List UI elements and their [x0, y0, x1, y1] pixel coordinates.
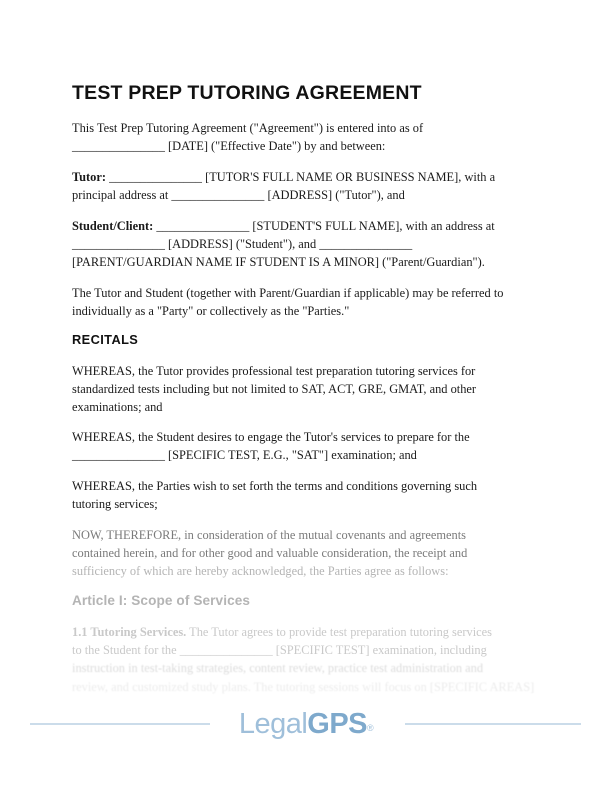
article-1-1-line-1: The Tutor agrees to provide test preparation tutoring services: [186, 625, 492, 639]
student-label: Student/Client:: [72, 219, 154, 233]
parties-line-2: individually as a "Party" or collectively as the "Parties.": [72, 304, 350, 319]
whereas3-line-1: WHEREAS, the Parties wish to set forth the terms and conditions governing such: [72, 479, 478, 493]
article-1-1-line-2: to the Student for the _______________ [SPECIFIC TEST] examination, including: [72, 643, 487, 658]
logo-text-light: Legal: [238, 708, 308, 740]
student-paragraph: [72, 217, 552, 272]
recitals-heading: RECITALS: [72, 332, 139, 347]
whereas3-line-2: tutoring services;: [72, 497, 158, 512]
legalgps-logo: [0, 706, 612, 742]
whereas-paragraph-2: [72, 428, 552, 464]
tutor-line-2: principal address at _______________ [ADDRESS] ("Tutor"), and: [72, 188, 405, 203]
now-therefore-line-1: NOW, THEREFORE, in consideration of the mutual covenants and agreements: [72, 528, 467, 542]
whereas1-line-3: examinations; and: [72, 400, 163, 415]
intro-line-2: _______________ [DATE] ("Effective Date") by and between:: [72, 139, 386, 154]
whereas2-line-2: _______________ [SPECIFIC TEST, E.G., "SAT"] examination; and: [72, 448, 417, 463]
tutor-paragraph: [72, 168, 552, 204]
registered-mark: ®: [367, 723, 374, 733]
tutor-line-1: _______________ [TUTOR'S FULL NAME OR BUSINESS NAME], with a: [105, 170, 496, 184]
student-line-3: [PARENT/GUARDIAN NAME IF STUDENT IS A MINOR] ("Parent/Guardian").: [72, 255, 485, 270]
whereas-paragraph-1: [72, 362, 552, 417]
article-1-heading: Article I: Scope of Services: [72, 593, 251, 608]
now-therefore-line-2: contained herein, and for other good and valuable consideration, the receipt and: [72, 546, 468, 561]
student-line-2: _______________ [ADDRESS] ("Student"), and _______________: [72, 237, 413, 252]
student-line-1: _______________ [STUDENT'S FULL NAME], with an address at: [153, 219, 495, 233]
whereas1-line-1: WHEREAS, the Tutor provides professional test preparation tutoring services for: [72, 364, 476, 378]
article-1-1-label: 1.1 Tutoring Services.: [72, 625, 187, 639]
whereas1-line-2: standardized tests including but not limited to SAT, ACT, GRE, GMAT, and other: [72, 382, 477, 397]
whereas-paragraph-3: [72, 477, 552, 513]
intro-line-1: This Test Prep Tutoring Agreement ("Agreement") is entered into as of: [72, 121, 424, 135]
article-1-1-line-3: instruction in test-taking strategies, content review, practice test administration and: [72, 661, 484, 676]
whereas2-line-1: WHEREAS, the Student desires to engage the Tutor's services to prepare for the: [72, 430, 470, 444]
intro-paragraph: [72, 119, 552, 155]
logo-text-bold: GPS: [307, 708, 368, 740]
tutor-label: Tutor:: [72, 170, 106, 184]
article-1-1-paragraph: [72, 623, 552, 696]
document-title: TEST PREP TUTORING AGREEMENT: [72, 82, 422, 104]
parties-paragraph: [72, 284, 552, 320]
parties-line-1: The Tutor and Student (together with Parent/Guardian if applicable) may be referred to: [72, 286, 504, 300]
now-therefore-line-3: sufficiency of which are hereby acknowledged, the Parties agree as follows:: [72, 564, 449, 579]
now-therefore-paragraph: [72, 526, 552, 581]
article-1-1-line-4: review, and customized study plans. The tutoring sessions will focus on [SPECIFIC AREAS]: [72, 679, 535, 694]
